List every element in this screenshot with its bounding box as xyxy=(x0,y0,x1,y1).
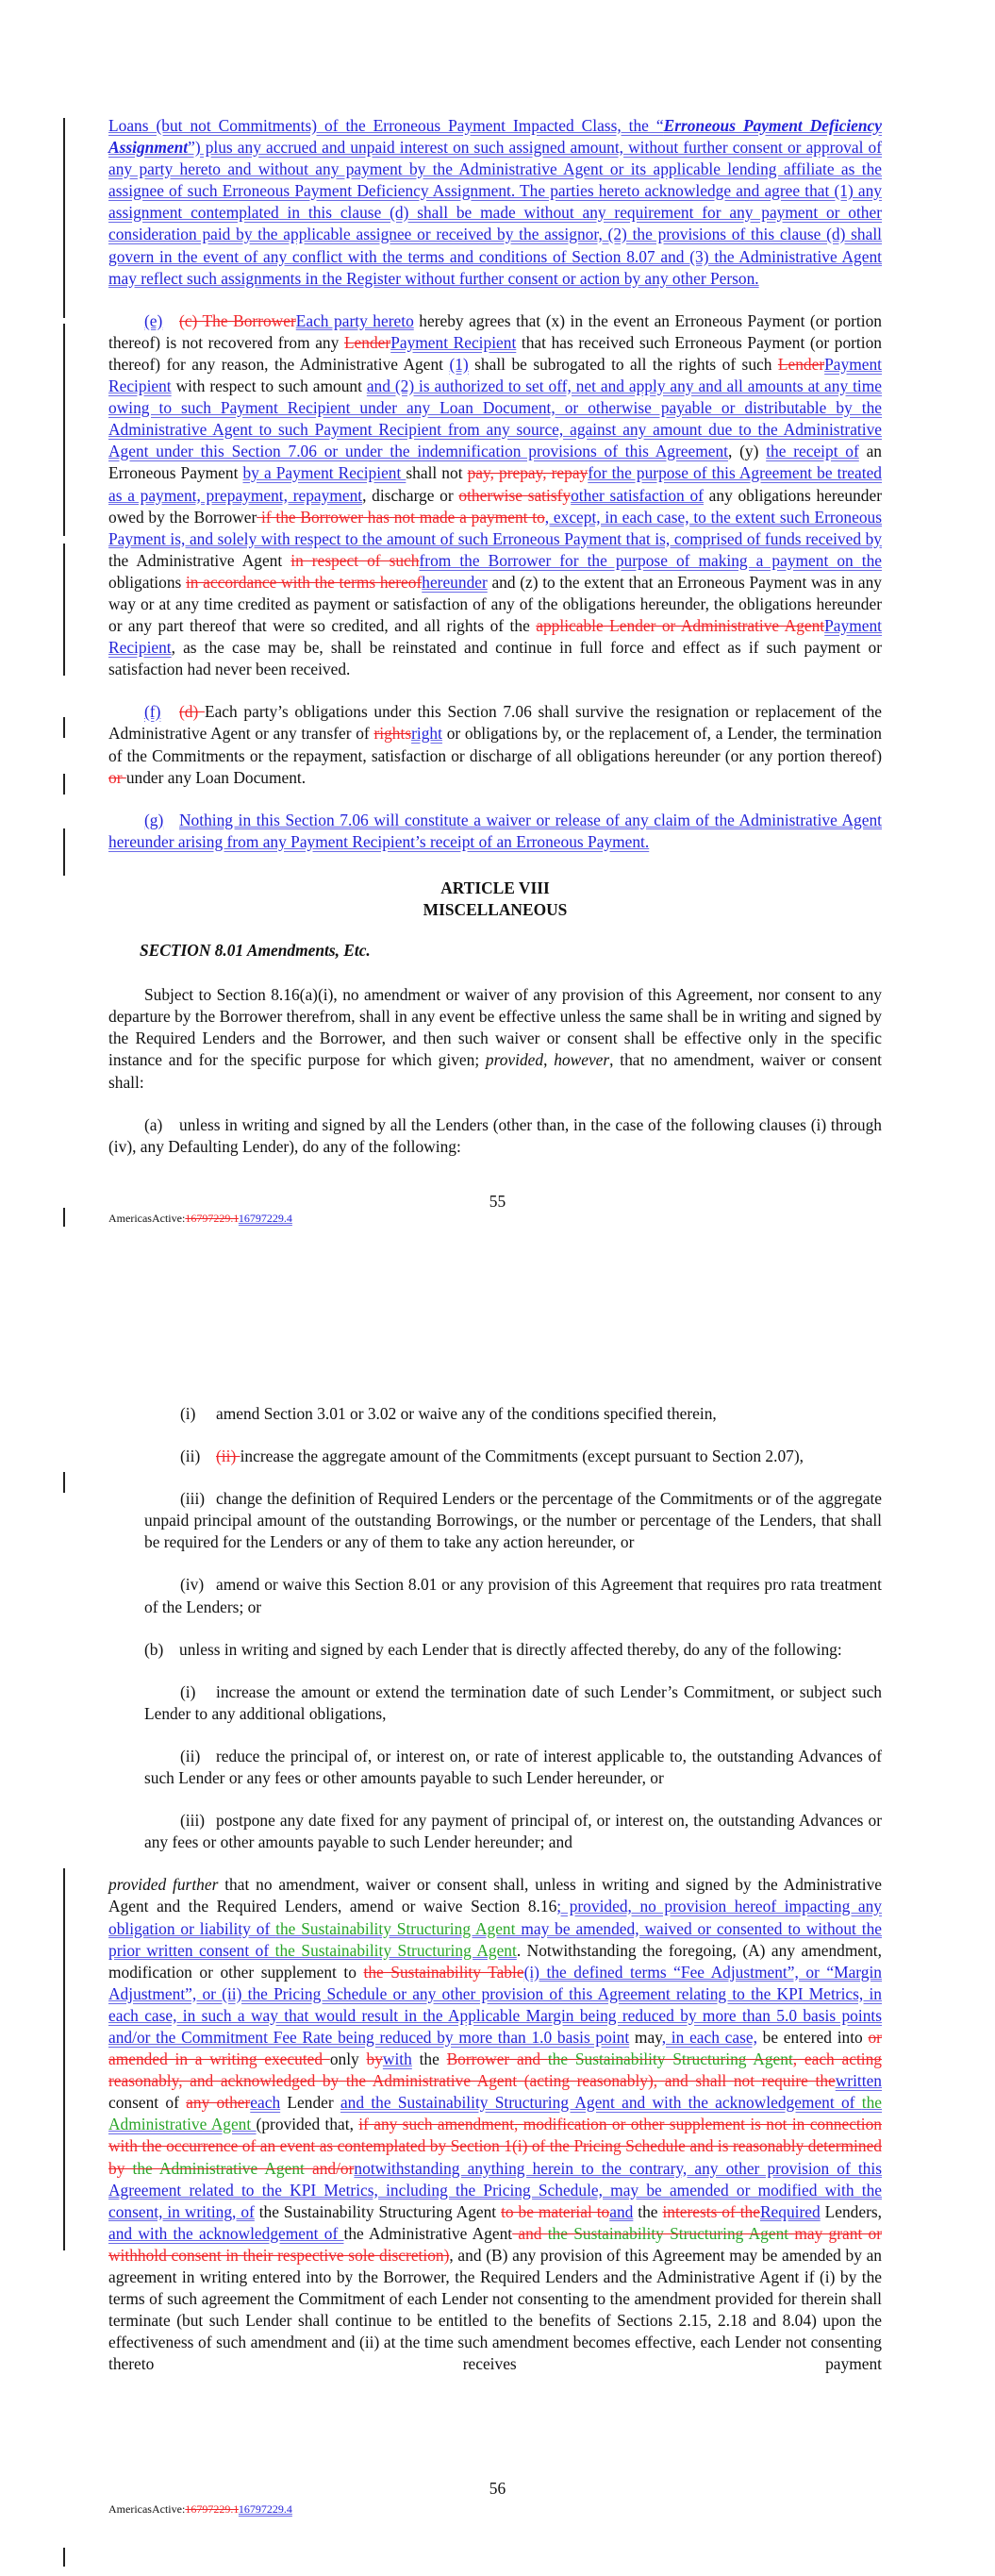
inserted-text: written xyxy=(835,2071,882,2091)
change-bar xyxy=(63,324,65,536)
text: only xyxy=(329,2049,367,2069)
clause-label-text: (a) xyxy=(144,1114,163,1134)
document-footer xyxy=(108,1212,292,1226)
inserted-text: ; provided, no provision hereof impacting any obligation or liability of xyxy=(108,1897,882,1938)
document-page-56 xyxy=(0,1288,995,2576)
deleted-text: in respect of such xyxy=(290,550,420,570)
inserted-defined-term: Erroneous Payment Deficiency Assignment xyxy=(108,116,882,158)
text: or obligations by, or the replacement of, a Lender, the termination of the Commitments or the repayment, satisfaction or discharge of all obligations hereunder (or any portion thereof) xyxy=(108,724,882,765)
clause-item xyxy=(108,1639,882,1661)
clause-label xyxy=(180,1574,216,1596)
text: unless in writing and signed by all the Lenders (other than, in the case of the following clauses (i) through (iv), any Defaulting Lender), do any of the following: xyxy=(108,1114,882,1156)
deleted-text: applicable Lender or Administrative Agent xyxy=(536,616,825,636)
inserted-party-text: the Administrative Agent xyxy=(108,2093,882,2134)
inserted-text: each xyxy=(250,2093,281,2113)
deleted-text: and/or xyxy=(311,2158,355,2178)
inserted-text: Payment Recipient xyxy=(108,354,882,396)
text: with respect to such amount xyxy=(171,376,367,396)
text: , xyxy=(543,1050,555,1070)
clause-label xyxy=(180,1446,216,1467)
text: and (z) to the extent that an Erroneous Payment was in any way or at any time credited as payment or satisfaction of any of the obligations hereunder, the obligations hereunder or any part thereof that were so credited, and all rights of the xyxy=(108,572,882,636)
text: the xyxy=(411,2049,447,2069)
paragraph-e xyxy=(108,310,882,681)
document-footer xyxy=(108,2502,292,2517)
paragraph-intro xyxy=(108,984,882,1093)
clause-label xyxy=(180,1681,216,1703)
text: amend or waive this Section 8.01 or any provision of this Agreement that requires pro rata treatment of the Lenders; or xyxy=(144,1575,882,1616)
deleted-text: rights xyxy=(373,724,412,744)
inserted-text: , except, in each case, to the extent such Erroneous Payment is, and solely with respect to the amount of such Erroneous Payment that is, comprised of funds received by xyxy=(108,507,882,548)
deleted-text: by xyxy=(366,2049,383,2069)
clause-label xyxy=(144,310,179,332)
inserted-text: and with the acknowledgement of xyxy=(108,2223,344,2243)
deleted-party-text: the Administrative Agent xyxy=(132,2158,312,2178)
text: , (y) xyxy=(728,442,767,461)
inserted-text: Payment Recipient xyxy=(108,616,882,658)
text: , and (B) any provision of this Agreement may be amended by an agreement in writing entered into by the Borrower, the Required Lenders and the Administrative Agent if (i) by the terms of such agreement the Commitment of each Lender not consenting to the amendment provided for therein shall terminate (but such Lender shall continue to be entitled to the benefits of Sections 2.15, 2.18 and 8.04) upon the effectiveness of such amendment and (ii) at the time such amendment becomes effective, each Lender not consenting thereto receives payment xyxy=(108,2245,882,2374)
clause-label-text: (f) xyxy=(144,702,161,722)
inserted-text: the receipt of xyxy=(766,442,859,461)
text: the Administrative Agent xyxy=(108,550,291,570)
inserted-text: , in each case, xyxy=(661,2027,757,2047)
text: , that no amendment, waiver or consent shall: xyxy=(108,1050,882,1092)
clause-label xyxy=(144,701,179,723)
inserted-text: may be amended, waived or consented to without the prior written consent of xyxy=(108,1918,882,1960)
change-bar xyxy=(63,1472,65,1493)
inserted-text: and the Sustainability Structuring Agent and with the acknowledgement of xyxy=(340,2093,862,2113)
paragraph-provided-further xyxy=(108,1874,882,2375)
text: change the definition of Required Lenders or the percentage of the Commitments or of the aggregate unpaid principal amount of the outstanding Borrowings, or the number or percentage of the Lenders, that shall be required for the Lenders or any of them to take any action hereunder, or xyxy=(144,1489,882,1552)
text: may xyxy=(629,2027,662,2047)
footer-deleted-id: 16797229.1 xyxy=(185,2502,239,2516)
text: increase the amount or extend the termination date of such Lender’s Commitment, or subject such Lender to any additional obligations, xyxy=(144,1681,882,1723)
clause-label xyxy=(180,1746,216,1767)
deleted-text: (ii) xyxy=(216,1447,240,1466)
change-bar xyxy=(63,717,65,738)
paragraph-a xyxy=(108,1114,882,1158)
text: , as the case may be, shall be reinstated and continue in full force and effect as if such payment or satisfaction had never been received. xyxy=(108,638,882,679)
text: shall not xyxy=(406,463,468,483)
inserted-text: by a Payment Recipient xyxy=(242,463,406,483)
page-body xyxy=(108,115,882,1179)
inserted-text: notwithstanding anything herein to the contrary, any other provision of this Agreement related to the KPI Metrics, including the Pricing Schedule, may be amended or modified with the consent, in writing, of xyxy=(108,2158,882,2221)
text: any obligations hereunder owed by the Borrower xyxy=(108,485,882,527)
deleted-text: (d) xyxy=(179,702,205,722)
footer-prefix: AmericasActive: xyxy=(108,1212,186,1225)
inserted-party-text: the Sustainability Structuring Agent xyxy=(275,1918,516,1938)
footer-inserted-id: 16797229.4 xyxy=(238,1212,292,1225)
text: obligations xyxy=(108,572,186,592)
clause-label-text: (e) xyxy=(144,310,163,330)
inserted-text: Nothing in this Section 7.06 will constitute a waiver or release of any claim of the Administrative Agent hereunder arising from any Payment Recipient’s receipt of an Erroneous Payment. xyxy=(108,810,882,851)
clause-item xyxy=(144,1810,882,1853)
inserted-text: hereunder xyxy=(422,572,488,592)
clause-label xyxy=(180,1810,216,1832)
page-number: 55 xyxy=(489,1192,506,1211)
clause-label xyxy=(144,1639,179,1661)
footer-prefix: AmericasActive: xyxy=(108,2502,186,2516)
clause-label xyxy=(144,810,179,831)
inserted-party-text: the Sustainability Structuring Agent xyxy=(274,1940,517,1960)
text: increase the aggregate amount of the Commitments (except pursuant to Section 2.07), xyxy=(240,1447,804,1466)
inserted-text: from the Borrower for the purpose of making a payment on the xyxy=(419,550,882,570)
deleted-text: if any such amendment, modification or other supplement is not in connection with the occurrence of an event as contemplated by Section 1(i) of the Pricing Schedule and is reasonably determined by xyxy=(108,2115,882,2178)
text: unless in writing and signed by each Lender that is directly affected thereby, do any of the following: xyxy=(179,1639,842,1659)
text: that has received such Erroneous Payment (or portion thereof) for any reason, the Administrative Agent xyxy=(108,332,882,374)
change-bar xyxy=(63,1868,65,2250)
deleted-text: otherwise satisfy xyxy=(458,485,572,505)
text: postpone any date fixed for any payment of principal of, or interest on, the outstanding Advances or any fees or other amounts payable to such Lender hereunder; and xyxy=(144,1811,882,1852)
text: Subject to Section 8.16(a)(i), no amendment or waiver of any provision of this Agreement, nor consent to any departure by the Borrower therefrom, shall in any event be effective unless the same shall be in writing and signed by the Required Lenders and the Borrower, and then such waiver or consent shall be effective only in the specific instance and for the specific purpose for which given; xyxy=(108,985,882,1070)
inserted-text: for the purpose of this Agreement be treated as a payment, prepayment, repayment xyxy=(108,463,882,505)
clause-label-text: (ii) xyxy=(180,1447,201,1466)
deleted-text: to be material to xyxy=(501,2201,610,2221)
clause-item xyxy=(144,1488,882,1553)
clause-item xyxy=(144,1746,882,1789)
clause-label-text: (iv) xyxy=(180,1575,205,1595)
paragraph-f xyxy=(108,701,882,788)
deleted-text: may grant or withhold consent in their respective sole discretion) xyxy=(108,2223,883,2265)
clause-item xyxy=(144,1681,882,1725)
page-number: 56 xyxy=(489,2479,506,2498)
clause-item xyxy=(144,1446,882,1467)
text: that no amendment, waiver or consent shall, unless in writing and signed by the Administrative Agent and the Required Lenders, amend or waive Section 8.16 xyxy=(108,1875,882,1916)
change-bar xyxy=(63,774,65,795)
clause-label-text: (i) xyxy=(180,1681,196,1701)
inserted-text: right xyxy=(411,724,442,744)
text: the Sustainability Structuring Agent xyxy=(254,2201,502,2221)
footer-inserted-id: 16797229.4 xyxy=(238,2502,292,2516)
inserted-text: and (2) is authorized to set off, net and apply any and all amounts at any time owing to such Payment Recipient under any Loan Document, or otherwise payable or distributable by the Administrative Agent to such Payment Recipient from any source, against any amount due to the Administrative Agent under this Section 7.06 or under the indemnification provisions of this Agreement xyxy=(108,376,882,461)
text: amend Section 3.01 or 3.02 or waive any of the conditions specified therein, xyxy=(216,1404,717,1423)
clause-label xyxy=(144,1114,179,1136)
text: an Erroneous Payment xyxy=(108,442,882,483)
text: Lender xyxy=(280,2093,340,2113)
clause-label xyxy=(180,1403,216,1425)
change-bar xyxy=(63,544,65,676)
text: , discharge or xyxy=(362,485,459,505)
section-heading: SECTION 8.01 Amendments, Etc. xyxy=(140,941,371,961)
inserted-text: (i) the defined terms “Fee Adjustment”, or “Margin Adjustment”, or (ii) the Pricing Schedule or any other provision of this Agreement relating to the KPI Metrics, in each case, in such a way that would result in the Applicable Margin being reduced by more than 5.0 basis points and/or the Commitment Fee Rate being reduced by more than 1.0 basis point xyxy=(108,1962,882,2047)
clause-label xyxy=(180,1488,216,1510)
paragraph-g xyxy=(108,810,882,853)
inserted-text: with xyxy=(382,2049,412,2069)
clause-label-text: (iii) xyxy=(180,1489,206,1509)
article-number: ARTICLE VIII xyxy=(440,878,550,897)
inserted-text: ”) plus any accrued and unpaid interest on such assigned amount, without further consent or approval of any party hereto and without any payment by the Administrative Agent or its applicable lending affiliate as the assignee of such Erroneous Payment Deficiency Assignment. The parties hereto acknowledge and agree that (1) any assignment contemplated in this clause (d) shall be made without any requirement for any payment or other consideration paid by the applicable assignee or received by the assignor, (2) the provisions of this clause (d) shall govern in the event of any conflict with the terms and conditions of Section 8.07 and (3) the Administrative Agent may reflect such assignments in the Register without further consent or action by any other Person. xyxy=(108,138,882,288)
inserted-text: other satisfaction of xyxy=(571,485,704,505)
text: the Administrative Agent xyxy=(343,2223,513,2243)
deleted-text: any other xyxy=(186,2093,251,2113)
italic-text: provided further xyxy=(108,1875,219,1895)
text: the xyxy=(633,2201,663,2221)
deleted-text: Borrower and xyxy=(446,2049,548,2069)
deleted-text: the Sustainability Table xyxy=(363,1962,524,1982)
deleted-text: (c) The Borrower xyxy=(179,310,296,330)
deleted-text: pay, prepay, repay xyxy=(467,463,589,483)
clause-label-text: (i) xyxy=(180,1404,196,1423)
text: reduce the principal of, or interest on, or rate of interest applicable to, the outstanding Advances of such Lender or any fees or other amounts payable to such Lender hereunder, or xyxy=(144,1746,882,1788)
deleted-text: or amended in a writing executed xyxy=(108,2027,882,2069)
deleted-party-text: the Sustainability Structuring Agent xyxy=(547,2049,793,2069)
clause-label-text: (b) xyxy=(144,1639,164,1659)
text: Lenders, xyxy=(820,2201,882,2221)
change-bar xyxy=(63,118,65,318)
change-bar xyxy=(63,2548,65,2567)
deleted-text: if the Borrower has not made a payment to xyxy=(257,507,545,527)
deleted-text: interests of the xyxy=(662,2201,760,2221)
deleted-text: and xyxy=(512,2223,548,2243)
text: consent of xyxy=(108,2093,187,2113)
text: be entered into xyxy=(756,2027,869,2047)
deleted-party-text: the Sustainability Structuring Agent xyxy=(547,2223,789,2243)
clause-label-text: (iii) xyxy=(180,1811,206,1831)
text: shall be subrogated to all the rights of such xyxy=(468,354,778,374)
inserted-text: and xyxy=(609,2201,634,2221)
deleted-text: or xyxy=(108,767,126,787)
text: . Notwithstanding the foregoing, (A) any amendment, modification or other supplement to xyxy=(108,1940,882,1982)
text: hereby agrees that (x) in the event an Erroneous Payment (or portion thereof) is not recovered from any xyxy=(108,310,882,352)
change-bar xyxy=(63,828,65,876)
inserted-text: Payment Recipient xyxy=(390,332,517,352)
text: Each party’s obligations under this Section 7.06 shall survive the resignation or replacement of the Administrative Agent or any transfer of xyxy=(108,702,882,744)
deleted-text: in accordance with the terms hereof xyxy=(185,572,423,592)
clause-item xyxy=(144,1574,882,1617)
clause-label-text: (ii) xyxy=(180,1746,201,1765)
footer-deleted-id: 16797229.1 xyxy=(185,1212,239,1225)
deleted-text: , each acting reasonably, and acknowledged by the Administrative Agent (acting reasonably), and shall not require the xyxy=(108,2049,882,2091)
paragraph-d-continuation xyxy=(108,115,882,290)
text: under any Loan Document. xyxy=(125,767,307,787)
inserted-text: Each party hereto xyxy=(295,310,414,330)
inserted-text: Loans (but not Commitments) of the Erroneous Payment Impacted Class, the “ xyxy=(108,116,664,135)
page-body xyxy=(108,1403,882,2396)
clause-item xyxy=(144,1403,882,1425)
text: (provided that, xyxy=(256,2115,359,2134)
deleted-text: Lender xyxy=(343,332,391,352)
italic-text: provided xyxy=(485,1050,544,1070)
inserted-text: Required xyxy=(759,2201,821,2221)
deleted-text: Lender xyxy=(777,354,825,374)
clause-label-text: (g) xyxy=(144,810,164,829)
article-title: MISCELLANEOUS xyxy=(423,900,568,919)
inserted-text: (1) xyxy=(449,354,469,374)
italic-text: however xyxy=(554,1050,610,1070)
